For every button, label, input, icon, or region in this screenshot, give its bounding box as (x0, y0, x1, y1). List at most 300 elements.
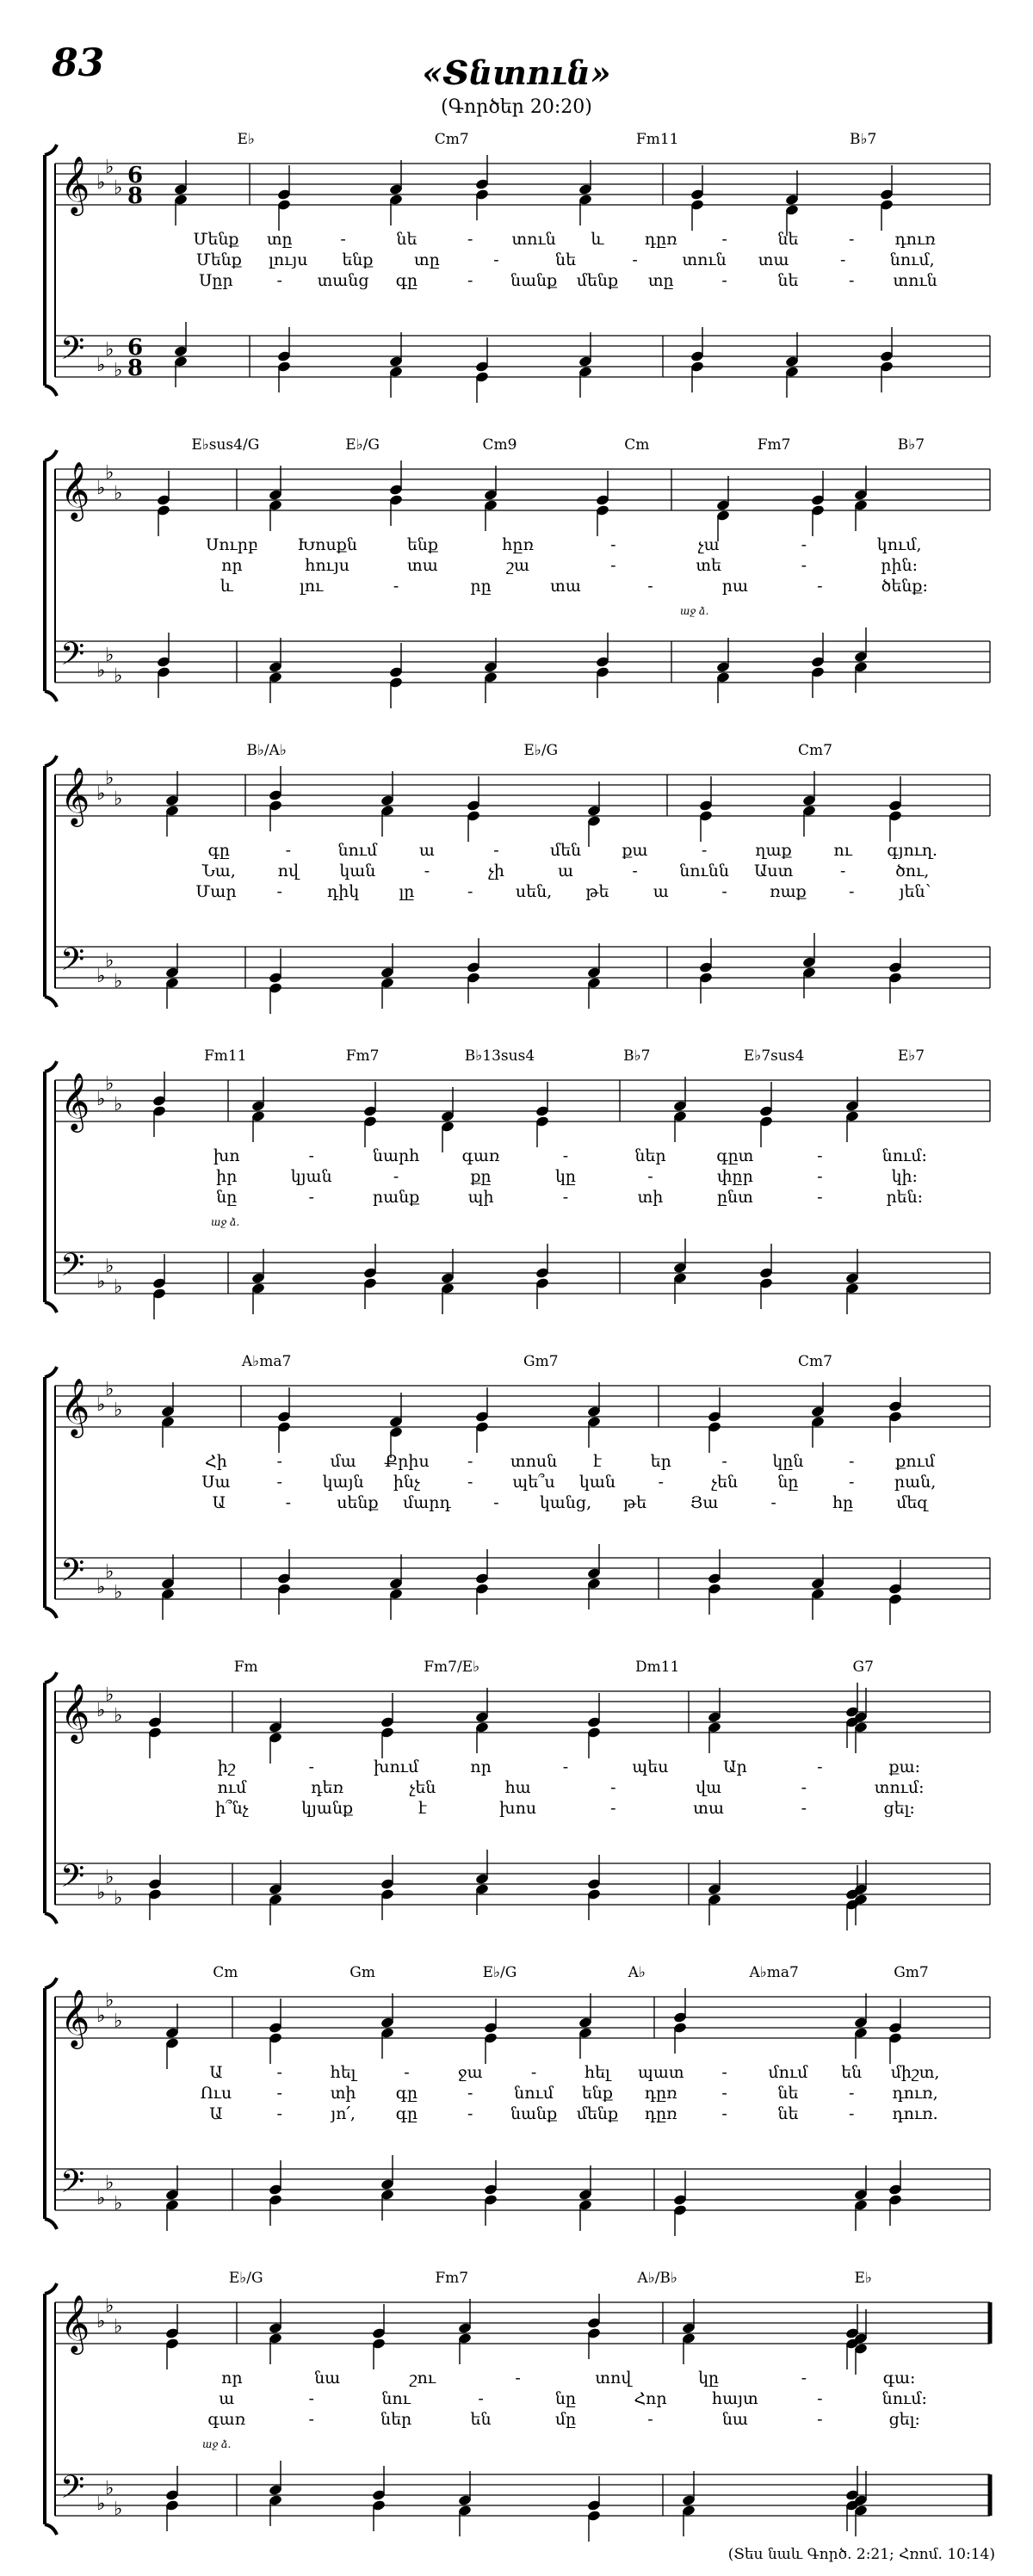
lyric-syllable: նանք (510, 271, 558, 290)
lyric-syllable: - (721, 271, 727, 290)
lyric-syllable: դեռ (311, 1778, 343, 1797)
lyric-syllable: - (308, 1146, 314, 1165)
staff-svg (0, 1046, 1033, 1338)
performance-mark: աջ ձ. (211, 1216, 240, 1228)
lyric-syllable: - (721, 1452, 727, 1471)
chord-symbol: Gm (349, 1964, 375, 1981)
lyric-syllable: կըն (772, 1452, 804, 1471)
lyric-syllable: տը (414, 250, 440, 269)
key-flat-icon: ♭ (114, 1094, 123, 1115)
chord-symbol: Cm (213, 1964, 238, 1981)
chord-symbol: Cm7 (434, 131, 469, 148)
key-flat-icon: ♭ (96, 2188, 106, 2209)
lyric-syllable: չեն (409, 1778, 436, 1797)
treble-clef-icon: 𝄞 (60, 1683, 90, 1741)
key-flat-icon: ♭ (114, 1582, 123, 1603)
lyric-syllable: տի (637, 1188, 664, 1207)
lyric-syllable: - (424, 862, 430, 880)
lyric-syllable: Սա (201, 1473, 231, 1492)
time-signature: 6 (127, 163, 144, 188)
lyric-syllable: վա (696, 1778, 722, 1797)
lyric-syllable: իր (216, 1167, 238, 1186)
key-flat-icon: ♭ (114, 2316, 123, 2338)
lyric-syllable: նում: (881, 2389, 927, 2408)
lyric-syllable: ենք (342, 250, 374, 269)
key-flat-icon: ♭ (96, 355, 106, 376)
lyric-syllable: ա (219, 2389, 235, 2408)
lyric-syllable: հույս (305, 556, 349, 575)
lyric-syllable: կի: (891, 1167, 918, 1186)
staff-svg (0, 2268, 1033, 2561)
chord-symbol: B♭7 (897, 436, 925, 454)
lyric-syllable: սեն, (515, 882, 553, 901)
lyric-syllable: - (308, 1757, 314, 1776)
lyric-syllable: հըռ (502, 535, 534, 554)
lyric-syllable: Մենք (195, 250, 242, 269)
key-flat-icon: ♭ (114, 2499, 123, 2520)
key-flat-icon: ♭ (105, 1990, 114, 2011)
key-flat-icon: ♭ (114, 360, 123, 381)
lyric-syllable: միշտ, (890, 2063, 940, 2082)
chord-symbol: E♭/G (345, 436, 380, 454)
chord-symbol: Fm11 (204, 1047, 247, 1065)
lyric-syllable: - (515, 2369, 521, 2388)
lyric-syllable: լույս (269, 250, 308, 269)
lyric-syllable: - (276, 271, 282, 290)
key-flat-icon: ♭ (96, 1577, 106, 1598)
lyric-syllable: նարհ (372, 1146, 420, 1165)
lyric-syllable: նանք (510, 2104, 558, 2123)
key-flat-icon: ♭ (105, 950, 114, 972)
chord-symbol: E♭7 (897, 1047, 925, 1065)
bass-clef-icon: 𝄢 (60, 942, 85, 985)
lyric-syllable: նե (777, 2104, 799, 2123)
lyric-syllable: դուռ, (892, 2084, 938, 2103)
lyric-syllable: - (721, 2084, 727, 2103)
lyric-syllable: Մար (195, 882, 237, 901)
lyric-syllable: մում (768, 2063, 808, 2082)
lyric-syllable: - (839, 250, 846, 269)
treble-clef-icon: 𝄞 (60, 2294, 90, 2352)
chord-symbol: E♭/G (523, 742, 559, 759)
key-flat-icon: ♭ (114, 1399, 123, 1421)
lyric-syllable: Սուրբ (206, 535, 258, 554)
hymn-title: «Տնտուն» (422, 53, 611, 92)
lyric-syllable: րը (470, 577, 492, 596)
lyric-syllable: - (721, 230, 727, 249)
lyric-syllable: որ (470, 1757, 492, 1776)
lyric-syllable: տուն (682, 250, 727, 269)
lyric-syllable: րին: (881, 556, 919, 575)
lyric-syllable: նե (777, 230, 799, 249)
hymn-number: 83 (52, 41, 105, 85)
lyric-syllable: մեզ (896, 1493, 929, 1512)
treble-clef-icon: 𝄞 (60, 766, 90, 825)
lyric-syllable: մենք (576, 2104, 619, 2123)
lyric-syllable: ենք (406, 535, 438, 554)
lyric-syllable: պի (467, 1188, 494, 1207)
music-system (0, 1351, 1033, 1644)
key-flat-icon: ♭ (105, 1256, 114, 1277)
lyric-syllable: յեն՝ (899, 882, 931, 901)
lyric-syllable: Ար (723, 1757, 747, 1776)
key-flat-icon: ♭ (114, 971, 123, 992)
key-flat-icon: ♭ (114, 665, 123, 687)
lyric-syllable: գը (395, 2104, 418, 2123)
chord-symbol: Cm (624, 436, 650, 454)
lyric-syllable: ա (557, 862, 574, 880)
key-flat-icon: ♭ (105, 2295, 114, 2317)
treble-clef-icon: 𝄞 (60, 460, 90, 519)
lyric-syllable: է (593, 1452, 602, 1471)
chord-symbol: E♭ (237, 131, 255, 148)
lyric-syllable: են (470, 2410, 492, 2429)
lyric-syllable: հել (330, 2063, 356, 2082)
lyric-syllable: - (849, 230, 855, 249)
lyric-syllable: - (721, 2063, 727, 2082)
lyric-syllable: - (849, 2104, 855, 2123)
lyric-syllable: հել (585, 2063, 610, 2082)
lyric-syllable: տուն (893, 271, 937, 290)
time-signature: 6 (127, 335, 144, 361)
lyric-syllable: ենք (581, 2084, 613, 2103)
bass-clef-icon: 𝄢 (60, 1553, 85, 1597)
lyric-syllable: - (849, 1473, 855, 1492)
lyric-syllable: մը (554, 2410, 577, 2429)
key-flat-icon: ♭ (105, 462, 114, 484)
lyric-syllable: - (276, 1452, 282, 1471)
chord-symbol: B♭13sus4 (464, 1047, 535, 1065)
lyric-syllable: ու (833, 841, 852, 860)
chord-symbol: G7 (852, 1659, 874, 1676)
treble-clef-icon: 𝄞 (60, 155, 90, 213)
lyric-syllable: - (308, 1188, 314, 1207)
lyric-syllable: պե՞ս (512, 1473, 555, 1492)
lyric-syllable: և (220, 577, 233, 596)
lyric-syllable: րան, (894, 1473, 937, 1492)
key-flat-icon: ♭ (105, 1684, 114, 1706)
treble-clef-icon: 𝄞 (60, 1988, 90, 2047)
lyric-syllable: դիկ (326, 882, 360, 901)
lyric-syllable: չեն (711, 1473, 739, 1492)
lyric-syllable: մարդ (403, 1493, 451, 1512)
treble-clef-icon: 𝄞 (60, 1377, 90, 1436)
lyric-syllable: նունն (679, 862, 729, 880)
lyric-syllable: ծու, (895, 862, 930, 880)
lyric-syllable: ա (653, 882, 669, 901)
lyric-syllable: չի (487, 862, 504, 880)
lyric-syllable: - (770, 1493, 776, 1512)
footer-reference: (Տես նաև Գործ. 2:21; Հռոմ. 10:14) (727, 2546, 995, 2563)
lyric-syllable: Ա (209, 2063, 223, 2082)
lyric-syllable: - (610, 1799, 616, 1818)
bass-clef-icon: 𝄢 (60, 2469, 85, 2513)
lyric-syllable: Քրիս (384, 1452, 430, 1471)
lyric-syllable: նա (721, 2410, 748, 2429)
lyric-syllable: ցել: (883, 1799, 915, 1818)
lyric-syllable: հը (832, 1493, 854, 1512)
lyric-syllable: տով (595, 2369, 632, 2388)
lyric-syllable: եր (650, 1452, 671, 1471)
lyric-syllable: ղաք (755, 841, 792, 860)
lyric-syllable: ի՞նչ (215, 1799, 249, 1818)
lyric-syllable: պատ (637, 2063, 684, 2082)
lyric-syllable: մեն (549, 841, 582, 860)
lyric-syllable: - (801, 556, 807, 575)
chord-symbol: E♭sus4/G (191, 436, 260, 454)
lyric-syllable: նե (554, 250, 577, 269)
lyric-syllable: Մենք (193, 230, 239, 249)
lyric-syllable: չա (697, 535, 720, 554)
lyric-syllable: - (493, 841, 499, 860)
chord-symbol: Fm11 (635, 131, 679, 148)
lyric-syllable: - (276, 1473, 282, 1492)
lyric-syllable: ծենք: (881, 577, 928, 596)
lyric-syllable: - (467, 2084, 473, 2103)
lyric-syllable: - (562, 1757, 569, 1776)
chord-symbol: Fm (233, 1659, 258, 1676)
lyric-syllable: են (841, 2063, 863, 2082)
key-flat-icon: ♭ (114, 788, 123, 810)
lyric-syllable: դըռ (644, 2084, 677, 2103)
lyric-syllable: - (276, 882, 282, 901)
lyric-syllable: տա (550, 577, 581, 596)
lyric-syllable: - (817, 1188, 823, 1207)
lyric-syllable: - (493, 250, 499, 269)
lyric-syllable: կյան (290, 1167, 332, 1186)
lyric-syllable: - (467, 230, 473, 249)
key-flat-icon: ♭ (96, 2005, 106, 2027)
chord-symbol: A♭ma7 (749, 1964, 799, 1981)
performance-mark: աջ ձ. (202, 2438, 232, 2450)
chord-symbol: E♭/G (228, 2270, 263, 2287)
lyric-syllable: խում (373, 1757, 419, 1776)
key-flat-icon: ♭ (114, 1887, 123, 1909)
key-flat-icon: ♭ (105, 1867, 114, 1888)
lyric-syllable: - (849, 2084, 855, 2103)
chord-symbol: Cm9 (482, 436, 517, 454)
lyric-syllable: նում: (881, 1146, 927, 1165)
lyric-syllable: - (493, 1493, 499, 1512)
lyric-syllable: քա: (888, 1757, 921, 1776)
bass-clef-icon: 𝄢 (60, 1247, 85, 1291)
key-flat-icon: ♭ (114, 177, 123, 199)
staff-svg (0, 435, 1033, 727)
lyric-syllable: լը (399, 882, 415, 901)
music-system (0, 1046, 1033, 1338)
lyric-syllable: կայն (322, 1473, 364, 1492)
lyric-syllable: - (467, 271, 473, 290)
lyric-syllable: - (610, 1778, 616, 1797)
lyric-syllable: նում (514, 2084, 554, 2103)
lyric-syllable: - (849, 882, 855, 901)
key-flat-icon: ♭ (96, 1394, 106, 1416)
chord-symbol: Fm7/E♭ (424, 1659, 480, 1676)
lyric-syllable: - (701, 841, 708, 860)
lyric-syllable: թե (623, 1493, 647, 1512)
lyric-syllable: - (276, 2063, 282, 2082)
lyric-syllable: - (404, 2063, 410, 2082)
lyric-syllable: րանք (372, 1188, 420, 1207)
lyric-syllable: մա (330, 1452, 356, 1471)
bass-clef-icon: 𝄢 (60, 330, 85, 374)
lyric-syllable: - (276, 2084, 282, 2103)
lyric-syllable: - (801, 1778, 807, 1797)
chord-symbol: Fm7 (435, 2270, 469, 2287)
chord-symbol: Fm7 (345, 1047, 380, 1065)
staff-svg (0, 1351, 1033, 1644)
lyric-syllable: հա (504, 1778, 531, 1797)
time-signature: 8 (127, 355, 144, 381)
key-flat-icon: ♭ (105, 645, 114, 666)
lyric-syllable: փըր (716, 1167, 753, 1186)
lyric-syllable: գը (395, 2084, 418, 2103)
lyric-syllable: կանց, (539, 1493, 592, 1512)
lyric-syllable: որ (221, 2369, 243, 2388)
lyric-syllable: քը (470, 1167, 492, 1186)
lyric-syllable: - (285, 1493, 292, 1512)
lyric-syllable: - (721, 882, 727, 901)
lyric-syllable: Հի (205, 1452, 227, 1471)
lyric-syllable: տում: (874, 1778, 925, 1797)
lyric-syllable: շա (506, 556, 530, 575)
lyric-syllable: - (632, 250, 638, 269)
lyric-syllable: դըռ (644, 2104, 677, 2123)
lyric-syllable: տը (266, 230, 293, 249)
bass-clef-icon: 𝄢 (60, 2164, 85, 2208)
chord-symbol: B♭7 (850, 131, 877, 148)
key-flat-icon: ♭ (105, 1379, 114, 1400)
lyric-syllable: շու (409, 2369, 436, 2388)
lyric-syllable: մենք (576, 271, 619, 290)
key-flat-icon: ♭ (96, 1882, 106, 1904)
bass-clef-icon: 𝄢 (60, 1858, 85, 1902)
key-flat-icon: ♭ (114, 2193, 123, 2215)
lyric-syllable: րեն: (886, 1188, 924, 1207)
lyric-syllable: ռաք (770, 882, 807, 901)
lyric-syllable: խոս (499, 1799, 537, 1818)
lyric-syllable: գը (395, 271, 418, 290)
lyric-syllable: - (658, 1473, 664, 1492)
lyric-syllable: յո՛, (331, 2104, 356, 2123)
key-flat-icon: ♭ (114, 2011, 123, 2032)
lyric-syllable: - (285, 841, 292, 860)
lyric-syllable: նե (777, 271, 799, 290)
lyric-syllable: - (393, 577, 399, 596)
lyric-syllable: - (530, 2063, 537, 2082)
lyric-syllable: տա (758, 250, 789, 269)
lyric-syllable: գյուղ. (887, 841, 938, 860)
lyric-syllable: - (340, 230, 346, 249)
lyric-syllable: ցել: (888, 2410, 920, 2429)
lyric-syllable: Յա (690, 1493, 719, 1512)
lyric-syllable: ա (418, 841, 435, 860)
lyric-syllable: կը (554, 1167, 577, 1186)
key-flat-icon: ♭ (96, 783, 106, 805)
lyric-syllable: - (839, 862, 846, 880)
music-system (0, 2268, 1033, 2561)
lyric-syllable: նե (396, 230, 418, 249)
treble-clef-icon: 𝄞 (60, 1072, 90, 1130)
lyric-syllable: կան (339, 862, 376, 880)
lyric-syllable: - (849, 1452, 855, 1471)
lyric-syllable: տանց (317, 271, 369, 290)
key-flat-icon: ♭ (105, 768, 114, 789)
lyric-syllable: - (467, 1473, 473, 1492)
lyric-syllable: գա: (882, 2369, 916, 2388)
lyric-syllable: քում (895, 1452, 935, 1471)
lyric-syllable: - (308, 2410, 314, 2429)
lyric-syllable: գըտ (716, 1146, 754, 1165)
key-flat-icon: ♭ (96, 1089, 106, 1110)
music-system (0, 435, 1033, 727)
chord-symbol: E♭ (854, 2270, 872, 2287)
chord-symbol: Fm7 (757, 436, 791, 454)
time-signature: 8 (127, 183, 144, 209)
lyric-syllable: - (478, 2389, 484, 2408)
lyric-syllable: նը (777, 1473, 799, 1492)
lyric-syllable: - (849, 271, 855, 290)
key-flat-icon: ♭ (96, 478, 106, 499)
lyric-syllable: Ուս (200, 2084, 232, 2103)
chord-symbol: Cm7 (797, 1353, 832, 1370)
lyric-syllable: - (632, 862, 638, 880)
lyric-syllable: - (801, 535, 807, 554)
key-flat-icon: ♭ (96, 966, 106, 987)
key-flat-icon: ♭ (114, 1276, 123, 1298)
lyric-syllable: ով (277, 862, 299, 880)
key-flat-icon: ♭ (105, 2172, 114, 2194)
lyric-syllable: տոսն (510, 1452, 558, 1471)
key-flat-icon: ♭ (96, 2311, 106, 2332)
music-system (0, 1657, 1033, 1949)
performance-mark: աջ ձ. (680, 605, 709, 617)
chord-symbol: Dm11 (634, 1659, 680, 1676)
key-flat-icon: ♭ (96, 1700, 106, 1721)
lyric-syllable: նը (216, 1188, 238, 1207)
lyric-syllable: նե (777, 2084, 799, 2103)
chord-symbol: Gm7 (523, 1353, 559, 1370)
lyric-syllable: տը (647, 271, 674, 290)
lyric-syllable: - (817, 2389, 823, 2408)
bass-clef-icon: 𝄢 (60, 636, 85, 680)
lyric-syllable: - (467, 2104, 473, 2123)
lyric-syllable: տե (696, 556, 721, 575)
lyric-syllable: սենք (337, 1493, 379, 1512)
chord-symbol: E♭7sus4 (743, 1047, 805, 1065)
lyric-syllable: - (467, 882, 473, 901)
lyric-syllable: - (801, 2369, 807, 2388)
key-flat-icon: ♭ (114, 1705, 123, 1727)
chord-symbol: A♭ma7 (241, 1353, 292, 1370)
lyric-syllable: թե (585, 882, 609, 901)
lyric-syllable: դըռ (644, 230, 677, 249)
music-system (0, 129, 1033, 422)
lyric-syllable: խո (213, 1146, 240, 1165)
lyric-syllable: - (817, 1146, 823, 1165)
lyric-syllable: Ա (212, 1493, 226, 1512)
lyric-syllable: ներ (634, 1146, 666, 1165)
key-flat-icon: ♭ (96, 660, 106, 682)
key-flat-icon: ♭ (96, 2493, 106, 2515)
lyric-syllable: դուռ (894, 230, 936, 249)
lyric-syllable: - (308, 2389, 314, 2408)
lyric-syllable: Ա (209, 2104, 223, 2123)
key-flat-icon: ♭ (105, 2478, 114, 2499)
lyric-syllable: ընտ (716, 1188, 753, 1207)
lyric-syllable: - (610, 556, 616, 575)
lyric-syllable: իշ (217, 1757, 236, 1776)
